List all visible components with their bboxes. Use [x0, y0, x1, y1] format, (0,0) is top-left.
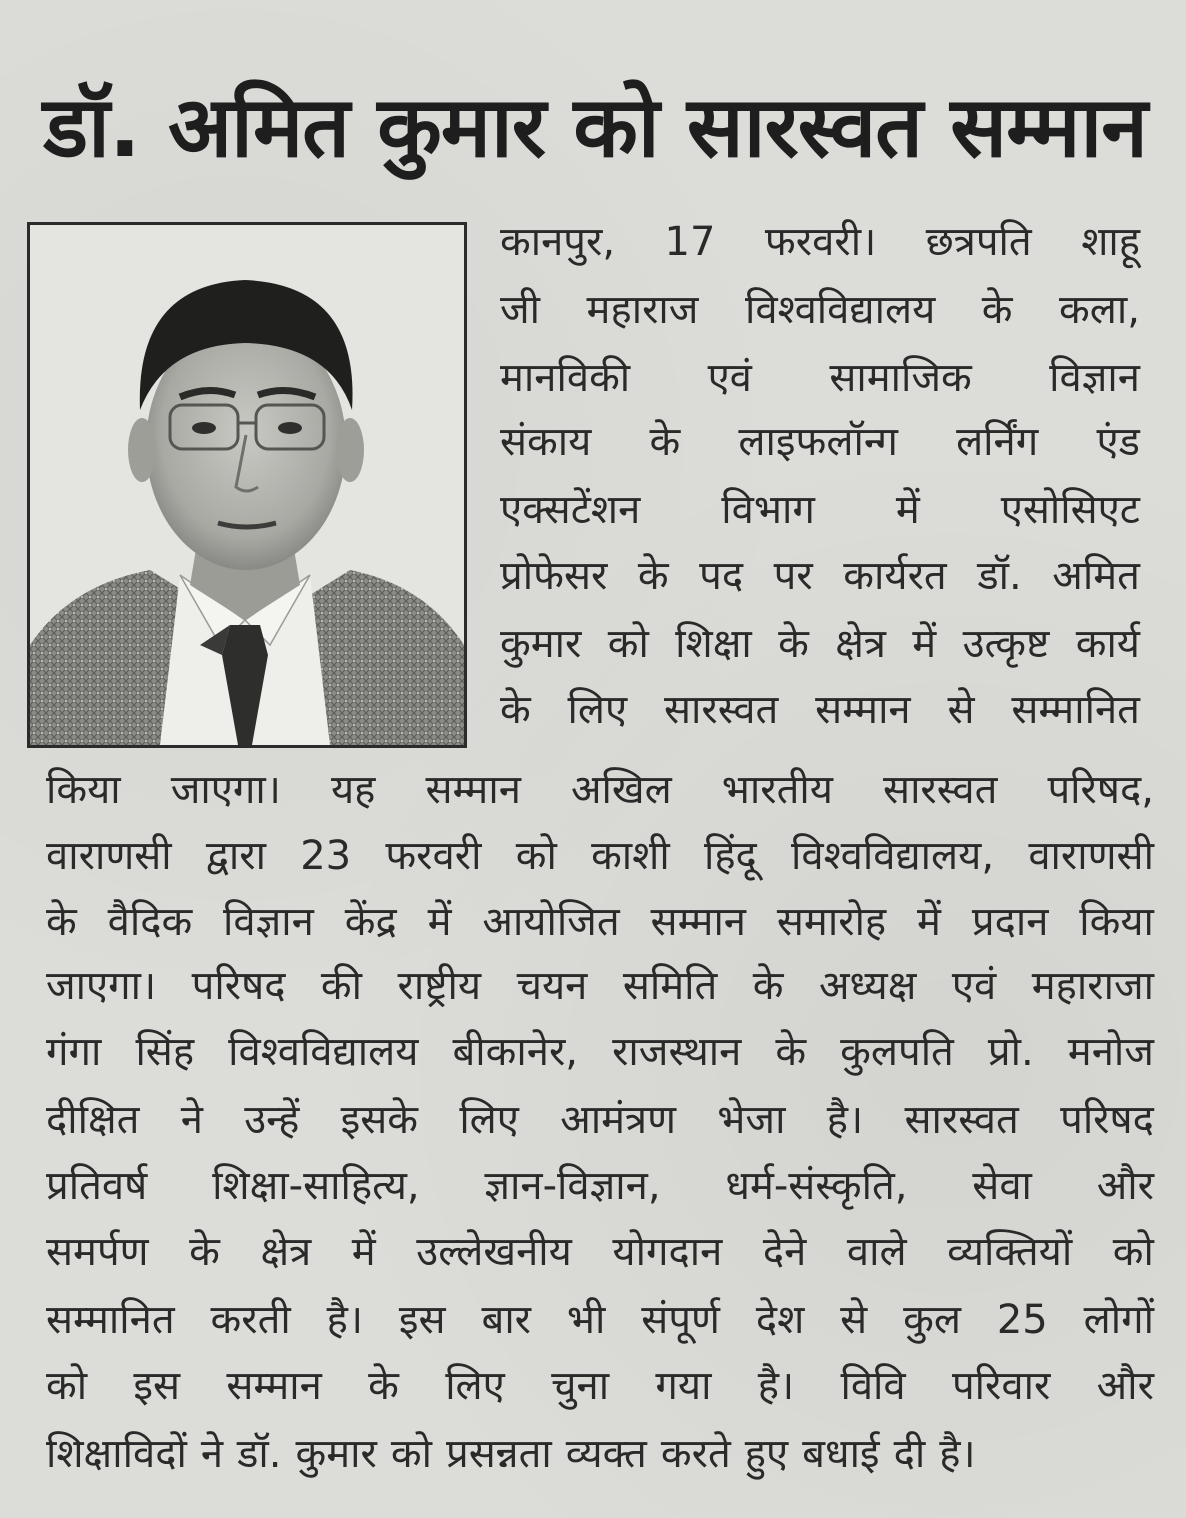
person-portrait-image [30, 225, 464, 745]
article-line-3: मानविकी एवं सामाजिक विज्ञान [500, 355, 1140, 401]
article-line-12: जाएगा। परिषद की राष्ट्रीय चयन समिति के अध्यक्ष एवं महाराजा [46, 963, 1154, 1009]
article-line-13: गंगा सिंह विश्वविद्यालय बीकानेर, राजस्थान के कुलपति प्रो. मनोज [46, 1029, 1154, 1075]
article-line-18: को इस सम्मान के लिए चुना गया है। विवि परिवार और [46, 1363, 1154, 1409]
article-line-5: एक्सटेंशन विभाग में एसोसिएट [500, 487, 1140, 533]
article-line-8: के लिए सारस्वत सम्मान से सम्मानित [500, 687, 1140, 733]
article-line-16: समर्पण के क्षेत्र में उल्लेखनीय योगदान देने वाले व्यक्तियों को [46, 1229, 1154, 1275]
article-line-4: संकाय के लाइफलॉन्ग लर्निंग एंड [500, 419, 1140, 465]
article-line-11: के वैदिक विज्ञान केंद्र में आयोजित सम्मान समारोह में प्रदान किया [46, 899, 1154, 945]
article-line-19: शिक्षाविदों ने डॉ. कुमार को प्रसन्नता व्यक्त करते हुए बधाई दी है। [46, 1431, 976, 1477]
article-line-15: प्रतिवर्ष शिक्षा-साहित्य, ज्ञान-विज्ञान, धर्म-संस्कृति, सेवा और [46, 1163, 1154, 1209]
article-line-6: प्रोफेसर के पद पर कार्यरत डॉ. अमित [500, 553, 1140, 599]
article-line-14: दीक्षित ने उन्हें इसके लिए आमंत्रण भेजा है। सारस्वत परिषद [46, 1097, 1154, 1143]
article-line-10: वाराणसी द्वारा 23 फरवरी को काशी हिंदू विश्वविद्यालय, वाराणसी [46, 833, 1154, 879]
article-line-2: जी महाराज विश्वविद्यालय के कला, [500, 287, 1140, 333]
article-line-9: किया जाएगा। यह सम्मान अखिल भारतीय सारस्वत परिषद, [46, 767, 1154, 813]
article-line-1: कानपुर, 17 फरवरी। छत्रपति शाहू [500, 219, 1140, 265]
headline: डॉ. अमित कुमार को सारस्वत सम्मान [43, 78, 1147, 176]
article-line-7: कुमार को शिक्षा के क्षेत्र में उत्कृष्ट कार्य [500, 621, 1140, 667]
portrait-photo [27, 222, 467, 748]
article-line-17: सम्मानित करती है। इस बार भी संपूर्ण देश से कुल 25 लोगों [46, 1297, 1154, 1343]
